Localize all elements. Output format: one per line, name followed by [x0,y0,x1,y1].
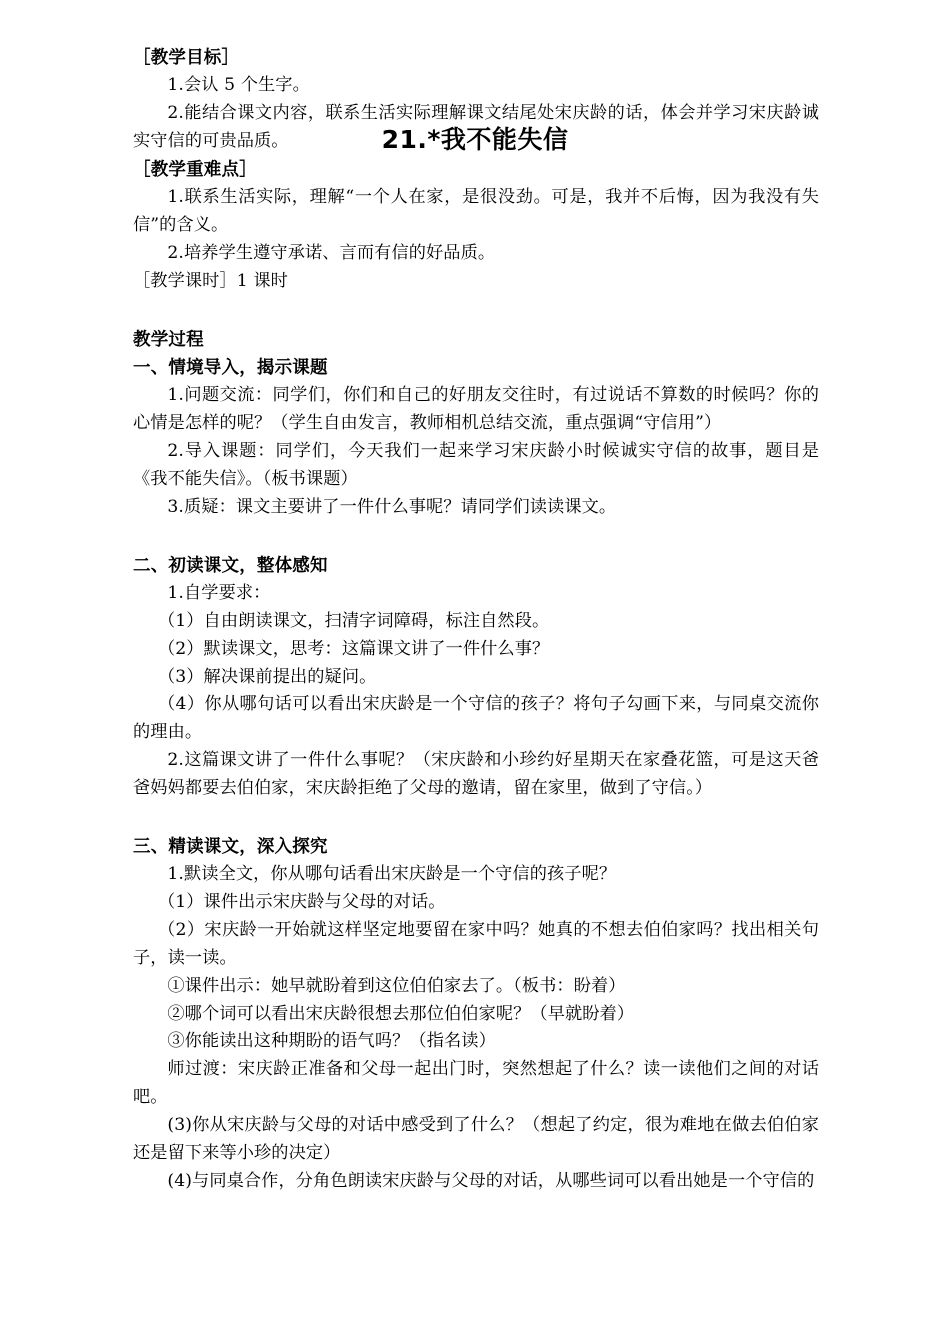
part-three-item-6: ③你能读出这种期盼的语气吗？（指名读） [167,1031,496,1052]
part-one-item-2: 2.导入课题：同学们，今天我们一起来学习宋庆龄小时候诚实守信的故事，题目是《我不能失信》。（板书课题） [133,441,819,489]
spacer-before-teaching-process [133,296,819,326]
section-heading-teaching-process: 教学过程 [133,329,204,350]
part-two-item-2: （1）自由朗读课文，扫清字词障碍，标注自然段。 [157,610,550,631]
part-two-item-4: （3）解决课前提出的疑问。 [157,666,377,687]
part-two-item-3: （2）默读课文，思考：这篇课文讲了一件什么事？ [157,638,550,659]
spacer-before-part-three [133,803,819,833]
teaching-goal-item-2: 2.能结合课文内容，联系生活实际理解课文结尾处宋庆龄的话，体会并学习宋庆龄诚实守信的可贵品质。 [133,103,819,152]
subsection-heading-part-two: 二、初读课文，整体感知 [133,555,328,576]
part-three-item-7: 师过渡：宋庆龄正准备和父母一起出门时，突然想起了什么？读一读他们之间的对话吧。 [133,1059,819,1108]
spacer-before-part-two [133,522,819,552]
teaching-key-point-item-2: 2.培养学生遵守承诺、言而有信的好品质。 [167,242,496,263]
part-three-item-2: （1）课件出示宋庆龄与父母的对话。 [157,892,446,913]
part-two-item-1: 1.自学要求： [167,583,271,604]
page-title: 21.*我不能失信 [381,125,569,154]
section-teaching-key-points [133,156,819,296]
teaching-goal-item-1: 1.会认 5 个生字。 [167,75,310,96]
part-three-item-1: 1.默读全文，你从哪句话看出宋庆龄是一个守信的孩子呢？ [167,864,617,885]
part-one-item-1: 1.问题交流：同学们，你们和自己的好朋友交往时，有过说话不算数的时候吗？你的心情是怎样的呢？（学生自由发言，教师相机总结交流，重点强调“守信用”） [133,385,819,434]
subsection-heading-part-one: 一、情境导入，揭示课题 [133,358,328,379]
part-two-item-5: （4）你从哪句话可以看出宋庆龄是一个守信的孩子？将句子勾画下来，与同桌交流你的理由。 [133,694,819,743]
part-three-item-3: （2）宋庆龄一开始就这样坚定地要留在家中吗？她真的不想去伯伯家吗？找出相关句子，读一读。 [133,919,819,968]
section-heading-teaching-key-points: ［教学重难点］ [133,159,257,180]
part-one-item-3: 3.质疑：课文主要讲了一件什么事呢？请同学们读读课文。 [167,496,617,517]
section-teaching-goals [133,44,819,156]
part-three-item-4: ①课件出示：她早就盼着到这位伯伯家去了。（板书：盼着） [167,975,626,996]
section-teaching-process [133,326,819,1196]
part-three-item-5: ②哪个词可以看出宋庆龄很想去那位伯伯家呢？（早就盼着） [167,1003,635,1024]
part-three-item-9: (4)与同桌合作，分角色朗读宋庆龄与父母的对话，从哪些词可以看出她是一个守信的 [167,1170,815,1191]
subsection-heading-part-three: 三、精读课文，深入探究 [133,836,328,857]
part-two-item-6: 2.这篇课文讲了一件什么事呢？（宋庆龄和小珍约好星期天在家叠花篮，可是这天爸爸妈妈都要去伯伯家，宋庆龄拒绝了父母的邀请，留在家里，做到了守信。） [133,750,819,799]
document-body [133,0,819,1196]
part-three-item-8: (3)你从宋庆龄与父母的对话中感受到了什么？（想起了约定，很为难地在做去伯伯家还是留下来等小珍的决定） [133,1114,819,1163]
spacer-after-title [133,0,819,44]
teaching-class-hours: ［教学课时］1 课时 [133,270,288,291]
section-heading-teaching-goals: ［教学目标］ [133,48,240,68]
teaching-key-point-item-1: 1.联系生活实际，理解“一个人在家，是很没劲。可是，我并不后悔，因为我没有失信”的含义。 [133,187,819,236]
